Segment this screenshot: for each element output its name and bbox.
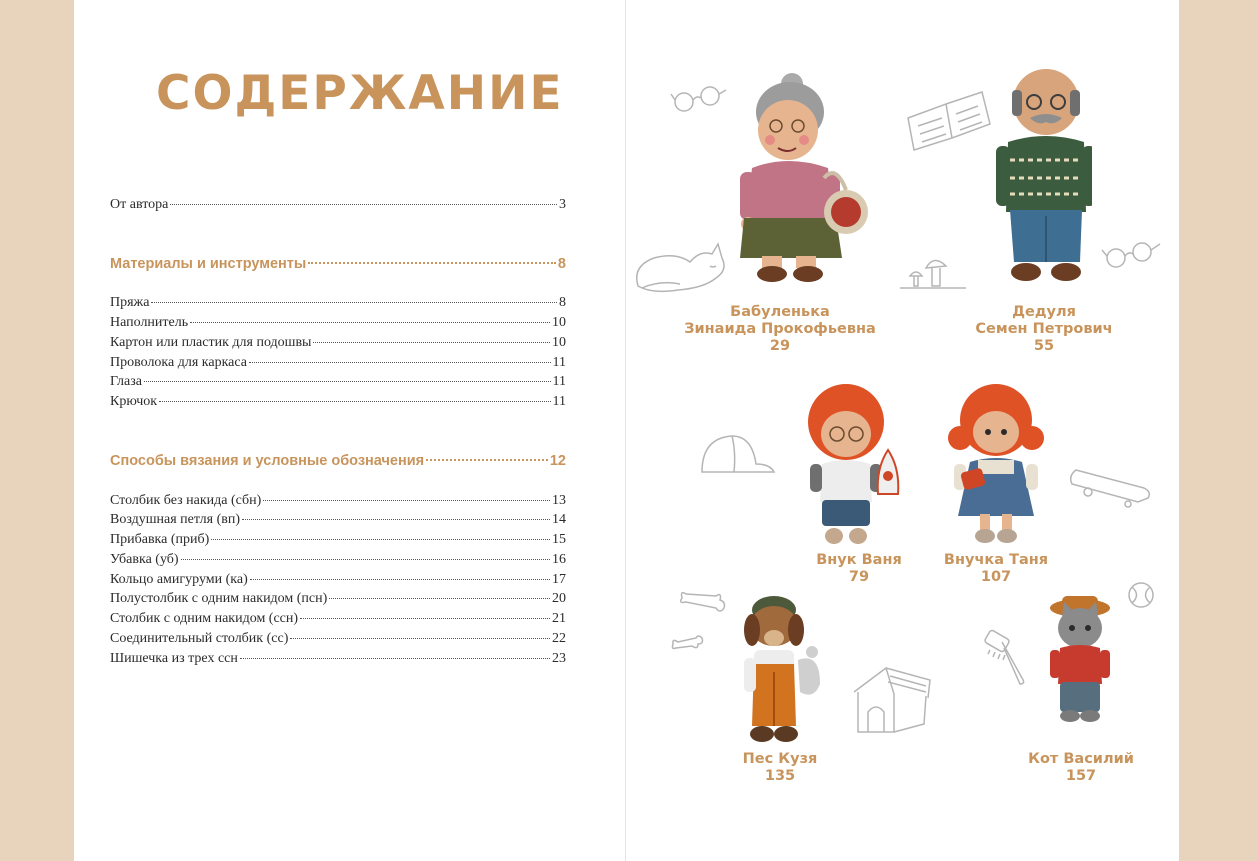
toc-entry-page: 16 [552,552,566,567]
mushrooms-icon [898,250,968,292]
toc-entry-label: От автора [110,197,169,212]
toy-subtitle: Зинаида Прокофьевна [684,321,876,337]
toy-caption[interactable] [802,552,916,586]
toy-name: Внучка Таня [943,552,1049,568]
toc-entry[interactable] [110,295,566,311]
toc-entry-label: Шишечка из трех ссн [110,651,238,666]
toc-heading-page: 12 [549,453,566,469]
toc-entry[interactable] [110,552,566,568]
toc-entry-label: Воздушная петля (вп) [110,512,240,527]
toc-leader-dots [170,204,557,205]
toc-entry-label: Убавка (уб) [110,552,179,567]
toy-page-number: 135 [764,768,796,784]
toy-caption[interactable] [954,304,1134,355]
toy-page-number: 29 [769,338,791,354]
toc-leader-dots [250,579,550,580]
sleeping-cat-icon [630,236,730,298]
toy-name: Кот Василий [1028,751,1134,767]
toc-leader-dots [144,381,551,382]
cat-doll-image [1046,592,1122,724]
toc-leader-dots [159,401,550,402]
skateboard-icon [1068,466,1154,508]
toc-entry[interactable] [110,651,566,667]
toc-entry-page: 8 [559,295,566,310]
toc-leader-dots [190,322,550,323]
toy-page-number: 107 [980,569,1012,585]
toc-heading-label: Материалы и инструменты [110,256,307,272]
toc-entry[interactable] [110,572,566,588]
toc-entry-label: Пряжа [110,295,150,310]
toc-entry[interactable] [110,394,566,410]
brush-icon [982,628,1030,688]
toc-entry[interactable] [110,335,566,351]
toy-page-number: 55 [1033,338,1055,354]
bone-icon [678,588,726,614]
toc-leader-dots [263,500,550,501]
toc-entry-label: Картон или пластик для подошвы [110,335,312,350]
toc-entry-page: 14 [552,512,566,527]
right-page [626,0,1179,861]
toc-entry-label: Полустолбик с одним накидом (псн) [110,591,328,606]
toc-entry-page: 22 [552,631,566,646]
toc-entry-page: 21 [552,611,566,626]
toc-heading-label: Способы вязания и условные обозначения [110,453,425,469]
toc-leader-dots [426,459,548,461]
toc-entry[interactable] [110,591,566,607]
glasses-icon [1100,238,1162,272]
toc-leader-dots [329,598,550,599]
toc-entry-page: 23 [552,651,566,666]
toy-name: Дедуля [1012,304,1076,320]
cap-icon [698,432,776,478]
toc-entry-label: Проволока для каркаса [110,355,247,370]
toc-leader-dots [211,539,550,540]
granddaughter-doll-image [940,384,1044,554]
toc-entry-page: 10 [552,335,566,350]
grandson-doll-image [802,384,912,554]
left-page [74,0,625,861]
toc-heading-page: 8 [557,256,566,272]
bone-icon [670,634,704,656]
toc-leader-dots [151,302,557,303]
toc-entry[interactable] [110,532,566,548]
toc-entry-label: Соединительный столбик (сс) [110,631,289,646]
toc-entry-page: 17 [552,572,566,587]
toc-entry-page: 3 [559,197,566,212]
toc-leader-dots [240,658,550,659]
toc-entry-page: 11 [552,394,566,409]
toc-entry-page: 20 [552,591,566,606]
toc-leader-dots [242,519,550,520]
toc-entry-label: Глаза [110,374,142,389]
toc-entry-page: 10 [552,315,566,330]
open-book-icon [904,88,994,154]
doghouse-icon [850,662,934,736]
toc-entry-label: Прибавка (приб) [110,532,210,547]
toc-entry[interactable] [110,631,566,647]
grandpa-doll-image [996,66,1092,290]
toc-entry[interactable] [110,355,566,371]
toc-section-heading[interactable] [110,453,566,469]
toc-leader-dots [181,559,550,560]
toc-entry-label: Кольцо амигуруми (ка) [110,572,248,587]
toy-caption[interactable] [936,552,1056,586]
toc-entry[interactable] [110,374,566,390]
toc-section-heading[interactable] [110,256,566,272]
toc-entry-label: Наполнитель [110,315,189,330]
ball-icon [1126,580,1156,610]
toc-entry-label: Столбик без накида (сбн) [110,493,262,508]
toc-leader-dots [313,342,550,343]
toc-entry[interactable] [110,611,566,627]
toc-entry[interactable] [110,197,566,213]
toc-entry-page: 11 [552,355,566,370]
toc-leader-dots [290,638,550,639]
toy-name: Бабуленька [730,304,830,320]
toc-entry[interactable] [110,493,566,509]
toy-name: Внук Ваня [816,552,902,568]
toc-leader-dots [300,618,550,619]
toy-caption[interactable] [680,304,880,355]
toc-leader-dots [308,262,556,264]
page-title: СОДЕРЖАНИЕ [156,66,564,121]
toc-entry[interactable] [110,512,566,528]
toy-subtitle: Семен Петрович [975,321,1113,337]
toy-page-number: 79 [848,569,870,585]
toc-entry-label: Крючок [110,394,158,409]
toc-entry-label: Столбик с одним накидом (ссн) [110,611,299,626]
toc-entry-page: 15 [552,532,566,547]
glasses-icon [670,84,728,114]
grandma-doll-image [732,68,870,290]
toy-caption[interactable] [1022,751,1140,785]
toy-page-number: 157 [1065,768,1097,784]
toc-entry-page: 11 [552,374,566,389]
toc-leader-dots [249,362,551,363]
dog-doll-image [740,588,830,748]
toc-entry[interactable] [110,315,566,331]
toy-caption[interactable] [730,751,830,785]
toy-name: Пес Кузя [742,751,818,767]
toc-entry-page: 13 [552,493,566,508]
